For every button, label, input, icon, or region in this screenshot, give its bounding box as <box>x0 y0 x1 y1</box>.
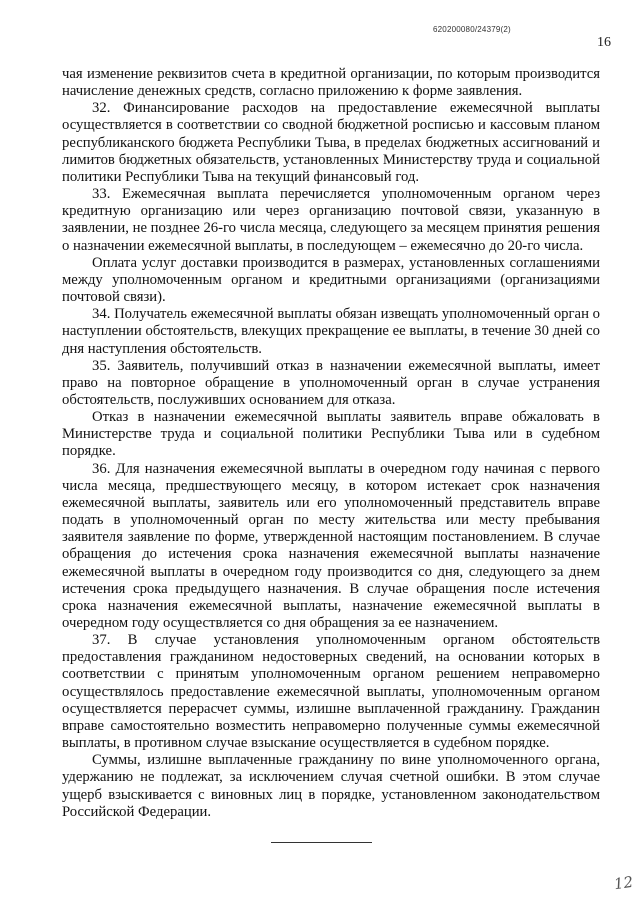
page-number: 16 <box>597 35 611 50</box>
paragraph-delivery-payment: Оплата услуг доставки производится в размерах, установленных соглашениями между уполномоченным органом и кредитными организациями (организациями почтовой связи). <box>62 254 600 306</box>
paragraph-appeal-refusal: Отказ в назначении ежемесячной выплаты заявитель вправе обжаловать в Министерстве труда и социальной политики Республики Тыва или в судебном порядке. <box>62 409 600 460</box>
document-code: 620200080/24379(2) <box>433 25 511 34</box>
paragraph-clause-36: 36. Для назначения ежемесячной выплаты в очередном году начиная с первого числа месяца, предшествующего месяцу, в котором истекает срок назначения ежемесячной выплаты, заявитель или его уполномоченный представитель вправе подать в уполномоченный орган по месту жительства или месту пребывания заявителя заявление по форме, утвержденной настоящим постановлением. В случае обращения до истечения срока назначения ежемесячной выплаты назначение ежемесячной выплаты в очередном году производится со дня, следующего за днем истечения срока предыдущего назначения. В случае обращения после истечения срока назначения ежемесячной выплаты, назначение ежемесячной выплаты в очередном году осуществляется со дня обращения за ее назначением. <box>62 460 600 631</box>
paragraph-clause-37: 37. В случае установления уполномоченным органом обстоятельств предоставления гражданином недостоверных сведений, на основании которых в соответствии с принятым уполномоченным органом решением неправомерно осуществлялось предоставление ежемесячной выплаты, уполномоченным органом осуществляется перерасчет суммы, излишне выплаченной гражданину. Гражданин вправе самостоятельно возместить неправомерно полученные суммы ежемесячной выплаты, в противном случае взыскание осуществляется в судебном порядке. <box>62 632 600 752</box>
closing-rule <box>271 842 372 843</box>
handwritten-page-mark: 12 <box>612 872 635 894</box>
document-body <box>62 66 600 821</box>
paragraph-clause-32: 32. Финансирование расходов на предоставление ежемесячной выплаты осуществляется в соответствии со сводной бюджетной росписью и кассовым планом республиканского бюджета Республики Тыва, в пределах бюджетных ассигнований и лимитов бюджетных обязательств, установленных Министерству труда и социальной политики Республики Тыва на текущий финансовый год. <box>62 100 600 185</box>
paragraph-clause-33: 33. Ежемесячная выплата перечисляется уполномоченным органом через кредитную организацию или через организацию почтовой связи, указанную в заявлении, не позднее 26-го числа месяца, следующего за месяцем принятия решения о назначении ежемесячной выплаты, в последующем – ежемесячно до 20-го числа. <box>62 186 600 254</box>
paragraph-clause-34: 34. Получатель ежемесячной выплаты обязан извещать уполномоченный орган о наступлении обстоятельств, влекущих прекращение ее выплаты, в течение 30 дней со дня наступления обстоятельств. <box>62 306 600 357</box>
paragraph-clause-35: 35. Заявитель, получивший отказ в назначении ежемесячной выплаты, имеет право на повторное обращение в уполномоченный орган в случае устранения обстоятельств, послуживших основанием для отказа. <box>62 357 600 408</box>
paragraph-continuation: чая изменение реквизитов счета в кредитной организации, по которым производится начисление денежных средств, согласно приложению к форме заявления. <box>62 66 600 100</box>
paragraph-overpaid-sums: Суммы, излишне выплаченные гражданину по вине уполномоченного органа, удержанию не подлежат, за исключением случая счетной ошибки. В этом случае ущерб взыскивается с виновных лиц в порядке, установленном законодательством Российской Федерации. <box>62 752 600 820</box>
